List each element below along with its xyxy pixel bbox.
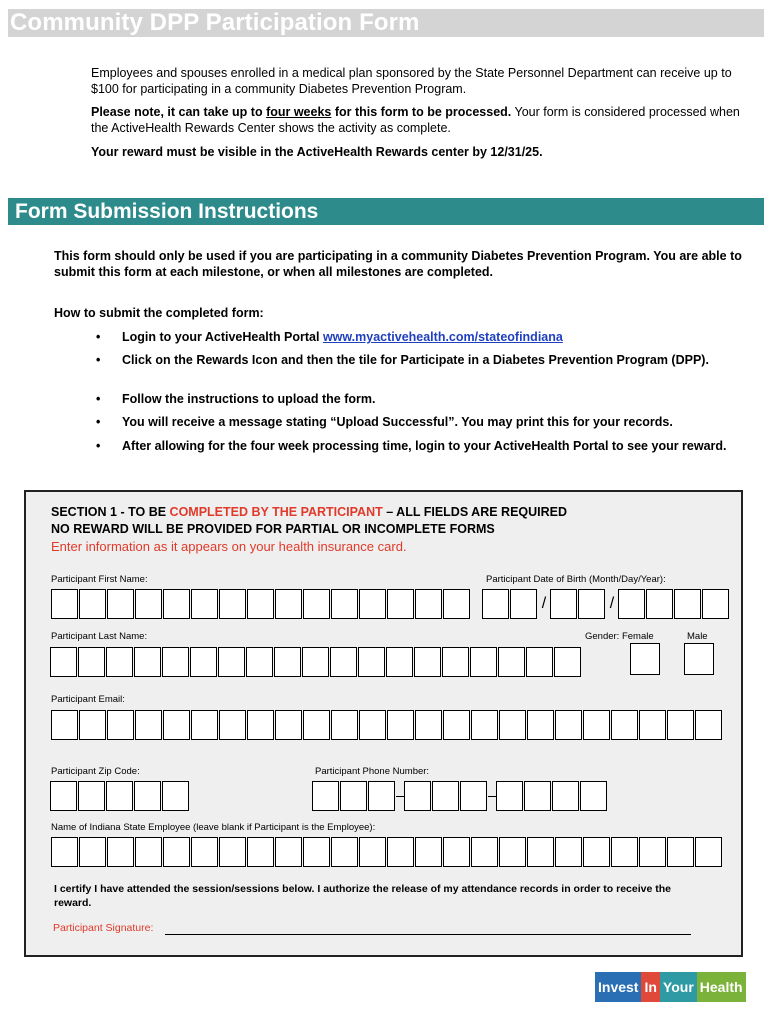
employee-name-box[interactable] xyxy=(359,837,386,867)
bullet-text: After allowing for the four week processing time, login to your ActiveHealth Portal to see your reward. xyxy=(122,439,727,453)
first-name-box[interactable] xyxy=(443,589,470,619)
last-name-box[interactable] xyxy=(554,647,581,677)
email-box[interactable] xyxy=(79,710,106,740)
bullet-dot: • xyxy=(96,330,101,344)
employee-name-label: Name of Indiana State Employee (leave blank if Participant is the Employee): xyxy=(51,822,376,833)
phone-box[interactable] xyxy=(404,781,431,811)
last-name-box[interactable] xyxy=(162,647,189,677)
logo-word-in: In xyxy=(641,972,659,1002)
employee-name-box[interactable] xyxy=(415,837,442,867)
dob-box[interactable] xyxy=(550,589,577,619)
phone-label: Participant Phone Number: xyxy=(315,766,430,777)
bullet-text: Click on the Rewards Icon and then the tile for Participate in a Diabetes Prevention Program (DPP). xyxy=(122,353,709,367)
email-box[interactable] xyxy=(135,710,162,740)
phone-box[interactable] xyxy=(580,781,607,811)
bullet-text: Follow the instructions to upload the form. xyxy=(122,392,376,406)
first-name-box[interactable] xyxy=(51,589,78,619)
email-box[interactable] xyxy=(639,710,666,740)
employee-name-boxes[interactable] xyxy=(51,837,723,867)
first-name-boxes[interactable] xyxy=(51,589,471,619)
dob-box[interactable] xyxy=(482,589,509,619)
email-box[interactable] xyxy=(107,710,134,740)
first-name-box[interactable] xyxy=(275,589,302,619)
first-name-box[interactable] xyxy=(219,589,246,619)
logo-word-your: Your xyxy=(660,972,697,1002)
email-box[interactable] xyxy=(359,710,386,740)
reward-deadline xyxy=(91,144,741,160)
phone-box[interactable] xyxy=(524,781,551,811)
last-name-box[interactable] xyxy=(134,647,161,677)
section-1-heading xyxy=(51,504,567,520)
first-name-box[interactable] xyxy=(191,589,218,619)
zip-label: Participant Zip Code: xyxy=(51,766,140,777)
last-name-box[interactable] xyxy=(414,647,441,677)
dob-slash: / xyxy=(609,595,615,612)
employee-name-box[interactable] xyxy=(443,837,470,867)
email-box[interactable] xyxy=(611,710,638,740)
intro-paragraph-2 xyxy=(91,104,741,136)
bullet-dot: • xyxy=(96,392,101,406)
processed-note: Your form is considered processed when the ActiveHealth Rewards Center shows the activity as complete. xyxy=(91,105,740,135)
first-name-box[interactable] xyxy=(303,589,330,619)
logo-word-health: Health xyxy=(697,972,746,1002)
bullet-dot: • xyxy=(96,415,101,429)
employee-name-box[interactable] xyxy=(303,837,330,867)
no-reward-warning: NO REWARD WILL BE PROVIDED FOR PARTIAL OR INCOMPLETE FORMS xyxy=(51,522,495,536)
last-name-box[interactable] xyxy=(302,647,329,677)
phone-box[interactable] xyxy=(312,781,339,811)
email-box[interactable] xyxy=(555,710,582,740)
employee-name-box[interactable] xyxy=(667,837,694,867)
last-name-box[interactable] xyxy=(358,647,385,677)
email-box[interactable] xyxy=(667,710,694,740)
dob-box[interactable] xyxy=(578,589,605,619)
employee-name-box[interactable] xyxy=(471,837,498,867)
last-name-box[interactable] xyxy=(246,647,273,677)
certification-text: I certify I have attended the session/sessions below. I authorize the release of my attendance records in order to receive the reward. xyxy=(54,883,671,909)
employee-name-box[interactable] xyxy=(191,837,218,867)
email-box[interactable] xyxy=(191,710,218,740)
invest-in-your-health-logo xyxy=(595,972,746,1002)
employee-name-box[interactable] xyxy=(499,837,526,867)
employee-name-box[interactable] xyxy=(695,837,722,867)
email-box[interactable] xyxy=(695,710,722,740)
signature-line[interactable] xyxy=(165,922,691,935)
section-1-suffix: – ALL FIELDS ARE REQUIRED xyxy=(382,505,568,519)
employee-name-box[interactable] xyxy=(583,837,610,867)
first-name-box[interactable] xyxy=(135,589,162,619)
male-label: Male xyxy=(687,631,708,642)
how-to-label: How to submit the completed form: xyxy=(54,306,264,320)
employee-name-box[interactable] xyxy=(527,837,554,867)
employee-name-box[interactable] xyxy=(555,837,582,867)
employee-name-box[interactable] xyxy=(611,837,638,867)
last-name-box[interactable] xyxy=(386,647,413,677)
email-box[interactable] xyxy=(247,710,274,740)
email-box[interactable] xyxy=(163,710,190,740)
section-1-red: COMPLETED BY THE PARTICIPANT xyxy=(169,505,383,519)
phone-box[interactable] xyxy=(552,781,579,811)
first-name-box[interactable] xyxy=(415,589,442,619)
zip-box[interactable] xyxy=(162,781,189,811)
logo-word-invest: Invest xyxy=(595,972,641,1002)
employee-name-box[interactable] xyxy=(247,837,274,867)
bullet-text: You will receive a message stating “Upload Successful”. You may print this for your records. xyxy=(122,415,673,429)
employee-name-box[interactable] xyxy=(135,837,162,867)
employee-name-box[interactable] xyxy=(79,837,106,867)
bullet-dot: • xyxy=(96,353,101,367)
email-box[interactable] xyxy=(527,710,554,740)
email-box[interactable] xyxy=(471,710,498,740)
phone-box[interactable] xyxy=(460,781,487,811)
intro-paragraph-1: Employees and spouses enrolled in a medical plan sponsored by the State Personnel Department can receive up to $100 for participating in a community Diabetes Prevention Program. xyxy=(91,66,732,96)
first-name-box[interactable] xyxy=(163,589,190,619)
phone-box[interactable] xyxy=(432,781,459,811)
first-name-box[interactable] xyxy=(331,589,358,619)
zip-box[interactable] xyxy=(134,781,161,811)
portal-link[interactable]: www.myactivehealth.com/stateofindiana xyxy=(322,330,563,344)
zip-box[interactable] xyxy=(78,781,105,811)
employee-name-box[interactable] xyxy=(51,837,78,867)
phone-box[interactable] xyxy=(340,781,367,811)
phone-dash xyxy=(488,781,496,811)
last-name-box[interactable] xyxy=(498,647,525,677)
dob-label: Participant Date of Birth (Month/Day/Year): xyxy=(486,574,666,585)
email-box[interactable] xyxy=(583,710,610,740)
page-title: Community DPP Participation Form xyxy=(10,9,420,36)
dob-box[interactable] xyxy=(510,589,537,619)
dob-boxes[interactable] xyxy=(482,589,730,619)
first-name-box[interactable] xyxy=(359,589,386,619)
zip-box[interactable] xyxy=(106,781,133,811)
last-name-box[interactable] xyxy=(470,647,497,677)
employee-name-box[interactable] xyxy=(275,837,302,867)
first-name-label: Participant First Name: xyxy=(51,574,148,585)
instructions-header xyxy=(8,198,764,225)
first-name-box[interactable] xyxy=(107,589,134,619)
email-box[interactable] xyxy=(387,710,414,740)
four-weeks: four weeks xyxy=(266,105,332,119)
dob-box[interactable] xyxy=(618,589,645,619)
zip-boxes[interactable] xyxy=(50,781,190,811)
dob-box[interactable] xyxy=(674,589,701,619)
last-name-label: Participant Last Name: xyxy=(51,631,148,642)
last-name-box[interactable] xyxy=(442,647,469,677)
employee-name-box[interactable] xyxy=(107,837,134,867)
phone-box[interactable] xyxy=(368,781,395,811)
last-name-box[interactable] xyxy=(190,647,217,677)
employee-name-box[interactable] xyxy=(639,837,666,867)
email-box[interactable] xyxy=(51,710,78,740)
last-name-box[interactable] xyxy=(106,647,133,677)
processing-note-end: for this form to be processed. xyxy=(331,105,512,119)
instructions-intro: This form should only be used if you are participating in a community Diabetes Prevention Program. You are able to submit this form at each milestone, or when all milestones are completed. xyxy=(54,249,742,279)
last-name-box[interactable] xyxy=(50,647,77,677)
employee-name-box[interactable] xyxy=(163,837,190,867)
last-name-box[interactable] xyxy=(78,647,105,677)
section-1-prefix: SECTION 1 - TO BE xyxy=(51,505,170,519)
bullet-dot: • xyxy=(96,439,101,453)
phone-boxes[interactable] xyxy=(312,781,608,811)
instructions-heading: Form Submission Instructions xyxy=(15,200,319,223)
dob-box[interactable] xyxy=(702,589,729,619)
employee-name-box[interactable] xyxy=(331,837,358,867)
last-name-box[interactable] xyxy=(274,647,301,677)
email-box[interactable] xyxy=(219,710,246,740)
employee-name-box[interactable] xyxy=(219,837,246,867)
participant-form xyxy=(24,490,743,957)
phone-box[interactable] xyxy=(496,781,523,811)
gender-label: Gender: Female xyxy=(585,631,654,642)
gender-female-box[interactable] xyxy=(630,643,660,675)
bullet-text: Login to your ActiveHealth Portal xyxy=(122,330,323,344)
last-name-boxes[interactable] xyxy=(50,647,582,677)
reward-deadline-text: Your reward must be visible in the ActiveHealth Rewards center by 12/31/25. xyxy=(91,145,543,159)
employee-name-box[interactable] xyxy=(387,837,414,867)
first-name-box[interactable] xyxy=(387,589,414,619)
phone-dash xyxy=(396,781,404,811)
email-box[interactable] xyxy=(415,710,442,740)
title-bar xyxy=(8,9,764,37)
email-box[interactable] xyxy=(303,710,330,740)
email-box[interactable] xyxy=(275,710,302,740)
email-box[interactable] xyxy=(443,710,470,740)
signature-label: Participant Signature: xyxy=(53,922,154,934)
first-name-box[interactable] xyxy=(247,589,274,619)
last-name-box[interactable] xyxy=(526,647,553,677)
email-boxes[interactable] xyxy=(51,710,723,740)
email-label: Participant Email: xyxy=(51,694,125,705)
zip-box[interactable] xyxy=(50,781,77,811)
dob-box[interactable] xyxy=(646,589,673,619)
processing-note: Please note, it can take up to xyxy=(91,105,267,119)
first-name-box[interactable] xyxy=(79,589,106,619)
email-box[interactable] xyxy=(331,710,358,740)
gender-male-box[interactable] xyxy=(684,643,714,675)
email-box[interactable] xyxy=(499,710,526,740)
last-name-box[interactable] xyxy=(218,647,245,677)
last-name-box[interactable] xyxy=(330,647,357,677)
dob-slash: / xyxy=(541,595,547,612)
enter-info-note: Enter information as it appears on your health insurance card. xyxy=(51,539,407,554)
